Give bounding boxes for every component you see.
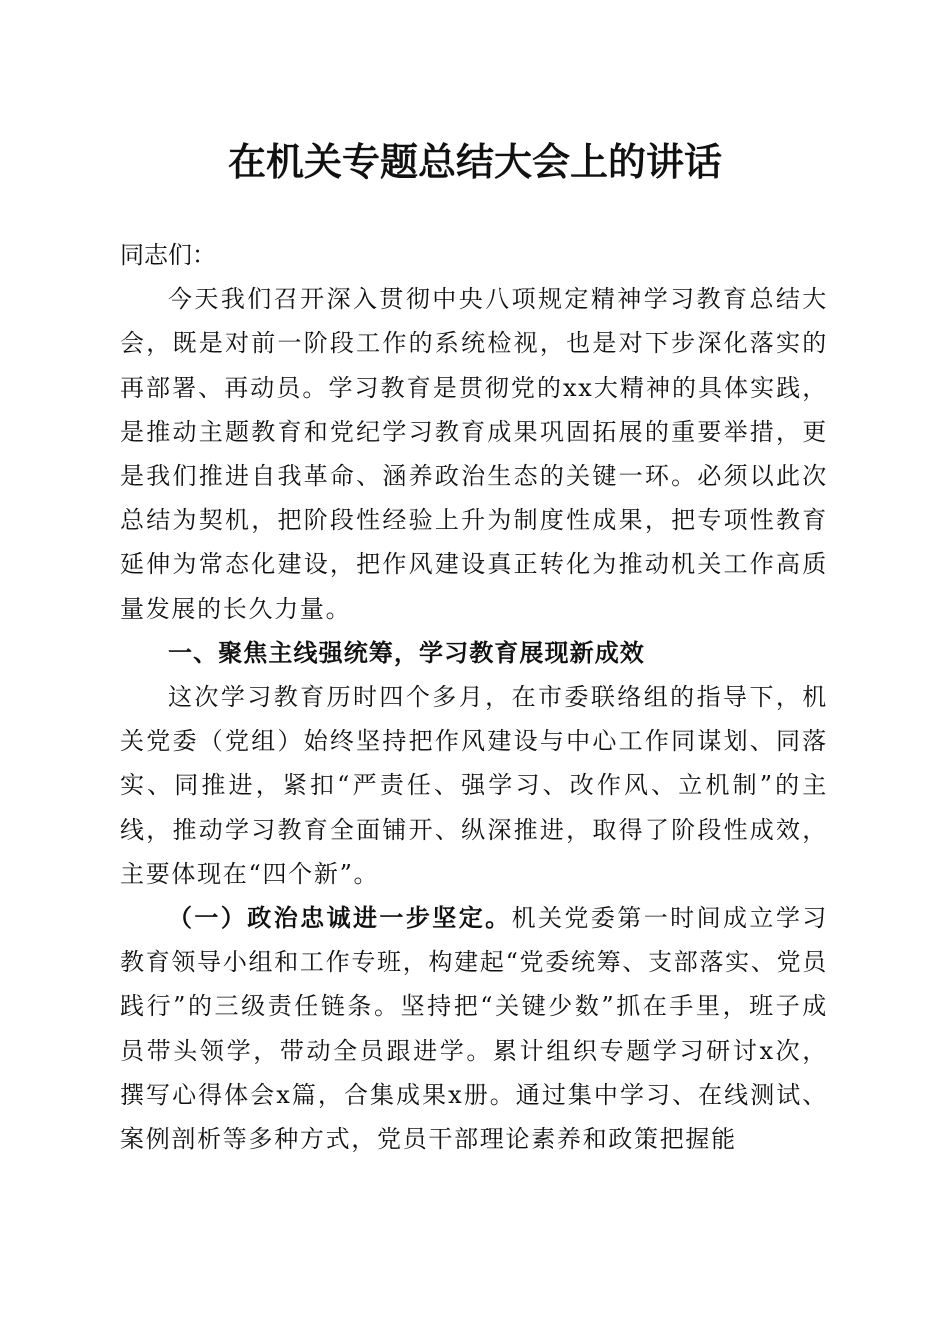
section-1-paragraph: 这次学习教育历时四个多月，在市委联络组的指导下，机关党委（党组）始终坚持把作风建设与中心工作同谋划、同落实、同推进，紧扣“严责任、强学习、改作风、立机制”的主线，推动学习教育全面铺开、纵深推进，取得了阶段性成效，主要体现在“四个新”。 (120, 683, 828, 888)
subsection-1-paragraph (120, 896, 828, 1161)
subsection-1-text: 机关党委第一时间成立学习教育领导小组和工作专班，构建起“党委统筹、支部落实、党员践行”的三级责任链条。坚持把“关键少数”抓在手里，班子成员带头领学，带动全员跟进学。累计组织专题学习研讨x次，撰写心得体会x篇，合集成果x册。通过集中学习、在线测试、案例剖析等多种方式，党员干部理论素养和政策把握能 (120, 904, 828, 1154)
section-1-heading: 一、聚焦主线强统筹，学习教育展现新成效 (168, 638, 645, 667)
document-title: 在机关专题总结大会上的讲话 (227, 139, 722, 184)
subsection-1-title: （一）政治忠诚进一步坚定。 (168, 903, 512, 933)
salutation: 同志们： (120, 241, 216, 269)
document-body (120, 233, 828, 1161)
intro-paragraph: 今天我们召开深入贯彻中央八项规定精神学习教育总结大会，既是对前一阶段工作的系统检视，也是对下步深化落实的再部署、再动员。学习教育是贯彻党的xx大精神的具体实践，是推动主题教育和党纪学习教育成果巩固拓展的重要举措，更是我们推进自我革命、涵养政治生态的关键一环。必须以此次总结为契机，把阶段性经验上升为制度性成果，把专项性教育延伸为常态化建设，把作风建设真正转化为推动机关工作高质量发展的长久力量。 (120, 285, 828, 623)
